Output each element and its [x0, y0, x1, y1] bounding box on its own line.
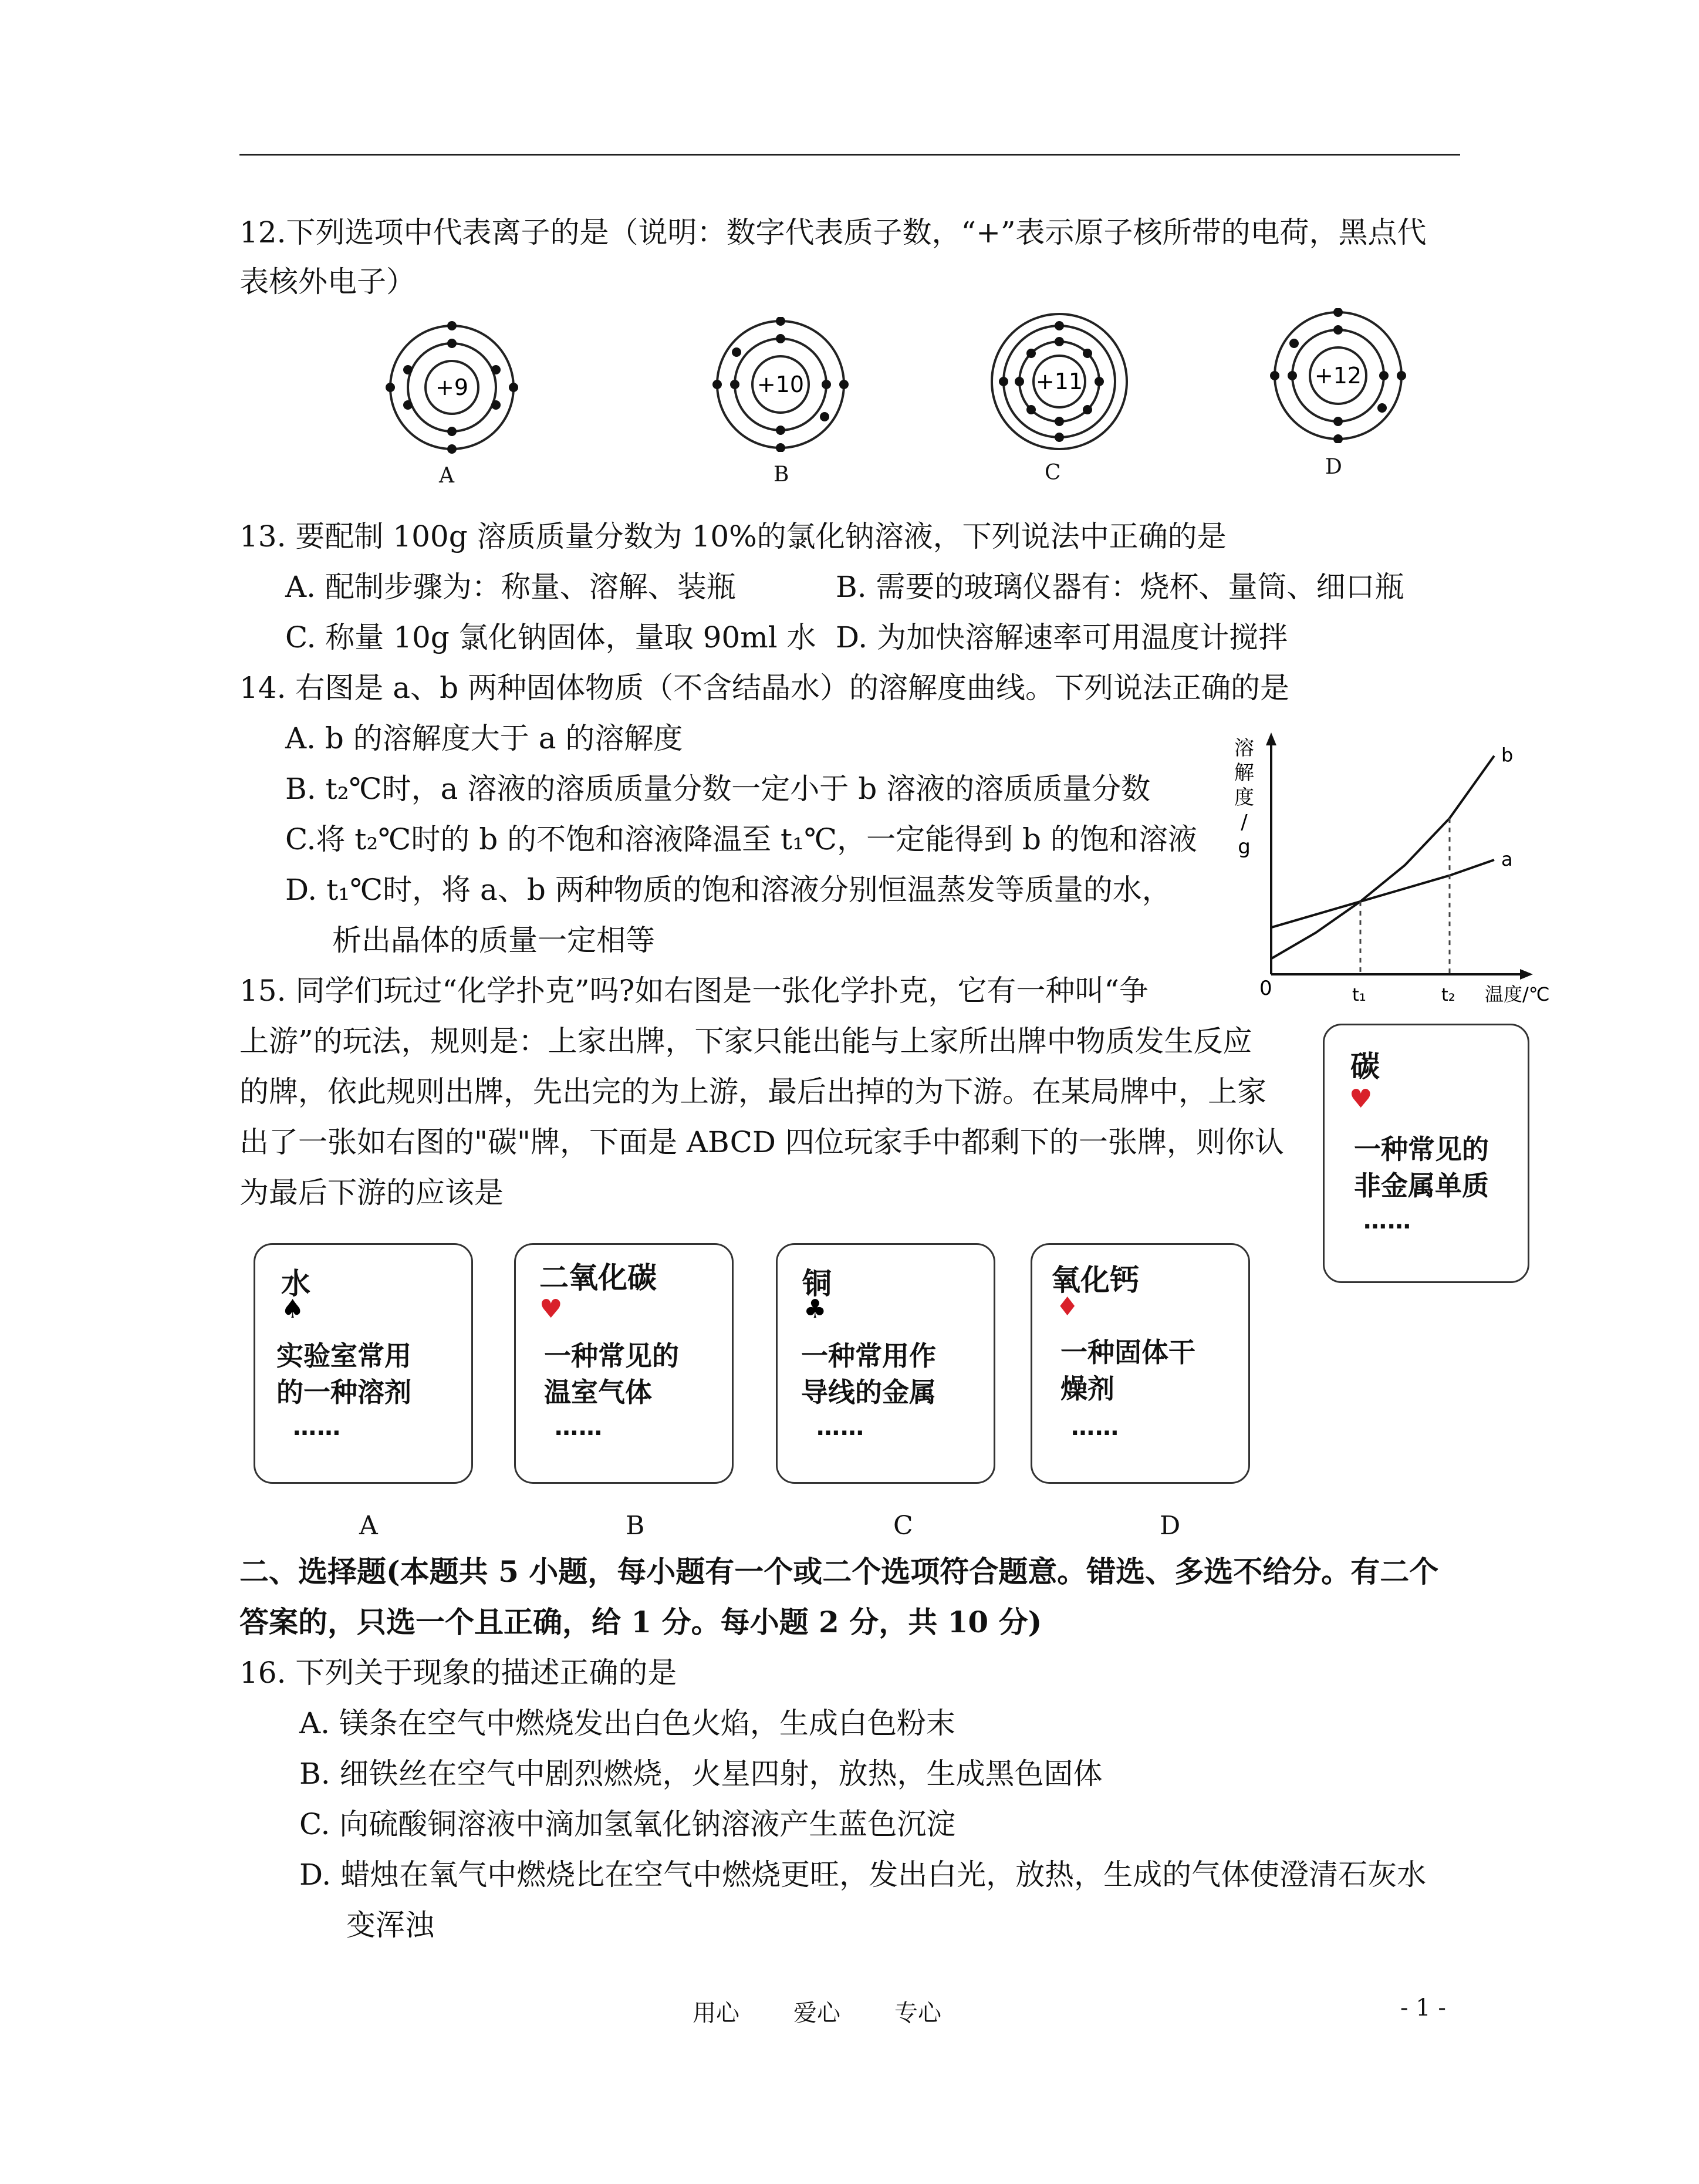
q12-stem-line1: 12.下列选项中代表离子的是（说明：数字代表质子数，“+”表示原子核所带的电荷，黑点代: [239, 215, 1427, 249]
q16-option-b: B. 细铁丝在空气中剧烈燃烧，火星四射，放热，生成黑色固体: [299, 1757, 1103, 1791]
q15-line4: 出了一张如右图的"碳"牌，下面是 ABCD 四位玩家手中都剩下的一张牌，则你认: [239, 1125, 1284, 1159]
q16-option-d-line2: 变浑浊: [346, 1908, 434, 1942]
diamond-suit-icon: ♦: [1056, 1292, 1079, 1322]
q16-stem: 16. 下列关于现象的描述正确的是: [239, 1656, 677, 1690]
card-description: 一种常用作 导线的金属: [801, 1340, 936, 1408]
q16-option-d-line1: D. 蜡烛在氧气中燃烧比在空气中燃烧更旺，发出白光，放热，生成的气体使澄清石灰水: [299, 1858, 1427, 1892]
q13-option-c: C. 称量 10g 氯化钠固体，量取 90ml 水: [285, 620, 816, 654]
x-tick-label: t₁: [1352, 985, 1366, 1005]
x-axis-label: 温度/℃: [1485, 983, 1550, 1005]
card-description: 一种固体干 燥剂: [1060, 1336, 1195, 1405]
heart-suit-icon: ♥: [539, 1294, 563, 1324]
section2-heading-line1: 二、选择题(本题共 5 小题，每小题有一个或二个选项符合题意。错选、多选不给分。有二个: [239, 1554, 1439, 1589]
card-d-label: D: [1160, 1511, 1181, 1541]
q16-option-c: C. 向硫酸铜溶液中滴加氢氧化钠溶液产生蓝色沉淀: [299, 1807, 956, 1841]
y-axis-label-char: 度: [1234, 786, 1254, 809]
series-label-a: a: [1501, 848, 1513, 870]
atom-diagram-c: [980, 311, 1139, 452]
atom-a-charge: +9: [435, 374, 469, 400]
card-c-label: C: [893, 1511, 913, 1541]
poker-card-carbon: [1323, 1024, 1529, 1283]
q15-line5: 为最后下游的应该是: [239, 1176, 504, 1210]
footer-motto-1: 用心: [693, 2000, 739, 2027]
y-axis-label: [1234, 737, 1254, 859]
card-ellipsis: ……: [1363, 1207, 1411, 1234]
q14-option-a: A. b 的溶解度大于 a 的溶解度: [285, 721, 683, 755]
series-line-a: [1271, 860, 1494, 927]
card-title: 二氧化碳: [539, 1261, 657, 1295]
atom-c-label: C: [1045, 461, 1061, 485]
card-description: 一种常见的 温室气体: [544, 1340, 679, 1408]
card-description: 实验室常用 的一种溶剂: [276, 1340, 411, 1408]
atom-b-charge: +10: [756, 372, 805, 397]
card-title: 水: [281, 1267, 310, 1301]
q14-option-d-line1: D. t₁℃时，将 a、b 两种物质的饱和溶液分别恒温蒸发等质量的水，: [285, 873, 1171, 907]
poker-card-a[interactable]: [254, 1243, 473, 1484]
card-ellipsis: ……: [816, 1414, 864, 1441]
card-ellipsis: ……: [555, 1414, 603, 1441]
card-description: 一种常见的 非金属单质: [1354, 1133, 1489, 1201]
atom-d-label: D: [1325, 455, 1342, 479]
poker-card-c[interactable]: [776, 1243, 995, 1484]
q16-option-a: A. 镁条在空气中燃烧发出白色火焰，生成白色粉末: [299, 1706, 955, 1740]
y-axis-label-char: 溶: [1234, 737, 1254, 760]
q14-option-c: C.将 t₂℃时的 b 的不饱和溶液降温至 t₁℃，一定能得到 b 的饱和溶液: [285, 822, 1197, 856]
q15-line2: 上游”的玩法，规则是：上家出牌，下家只能出能与上家所出牌中物质发生反应: [239, 1024, 1252, 1058]
card-title: 铜: [802, 1267, 832, 1301]
poker-card-d[interactable]: [1031, 1243, 1250, 1484]
q15-line1: 15. 同学们玩过“化学扑克”吗?如右图是一张化学扑克，它有一种叫“争: [239, 974, 1149, 1008]
q15-line3: 的牌，依此规则出牌，先出完的为上游，最后出掉的为下游。在某局牌中，上家: [239, 1075, 1266, 1109]
y-axis-arrow: [1266, 732, 1276, 745]
spade-suit-icon: ♠: [281, 1294, 305, 1324]
solubility-chart: [1232, 728, 1561, 1010]
q13-option-b: B. 需要的玻璃仪器有：烧杯、量筒、细口瓶: [836, 570, 1404, 604]
heart-suit-icon: ♥: [1349, 1084, 1373, 1114]
atom-diagram-d: [1262, 308, 1414, 443]
atom-diagram-b: [704, 317, 857, 452]
atom-d-charge: +12: [1314, 363, 1362, 389]
series-line-b: [1271, 756, 1494, 959]
card-title: 碳: [1350, 1049, 1380, 1083]
atom-a-label: A: [439, 464, 454, 488]
y-axis-label-char: 解: [1234, 761, 1254, 785]
card-b-label: B: [626, 1511, 645, 1541]
footer-motto-3: 专心: [894, 2000, 941, 2027]
origin-label: 0: [1259, 977, 1272, 1000]
x-tick-label: t₂: [1441, 985, 1455, 1005]
q14-stem: 14. 右图是 a、b 两种固体物质（不含结晶水）的溶解度曲线。下列说法正确的是: [239, 671, 1290, 705]
card-title: 氧化钙: [1051, 1263, 1139, 1297]
club-suit-icon: ♣: [803, 1294, 827, 1324]
footer-motto-2: 爱心: [793, 2000, 840, 2027]
q14-option-d-line2: 析出晶体的质量一定相等: [332, 923, 655, 957]
y-axis-label-char: /: [1241, 811, 1248, 834]
q13-option-d: D. 为加快溶解速率可用温度计搅拌: [836, 620, 1288, 654]
q13-option-a: A. 配制步骤为：称量、溶解、装瓶: [285, 570, 736, 604]
page-number: - 1 -: [1400, 1994, 1446, 2021]
atom-b-label: B: [773, 463, 789, 487]
card-ellipsis: ……: [1071, 1414, 1119, 1441]
q13-stem: 13. 要配制 100g 溶质质量分数为 10%的氯化钠溶液，下列说法中正确的是: [239, 519, 1227, 553]
x-axis-arrow: [1520, 969, 1533, 980]
header-rule: [239, 154, 1460, 156]
section2-heading-line2: 答案的，只选一个且正确，给 1 分。每小题 2 分，共 10 分): [239, 1605, 1042, 1639]
q14-option-b: B. t₂℃时，a 溶液的溶质质量分数一定小于 b 溶液的溶质质量分数: [285, 772, 1151, 806]
atom-diagram-a: [376, 320, 528, 455]
y-axis-label-char: g: [1238, 835, 1251, 859]
series-label-b: b: [1501, 744, 1514, 767]
q12-stem-line2: 表核外电子）: [239, 265, 416, 299]
atom-c-charge: +11: [1035, 369, 1083, 394]
poker-card-b[interactable]: [514, 1243, 734, 1484]
card-a-label: A: [359, 1511, 378, 1541]
card-ellipsis: ……: [293, 1414, 341, 1441]
